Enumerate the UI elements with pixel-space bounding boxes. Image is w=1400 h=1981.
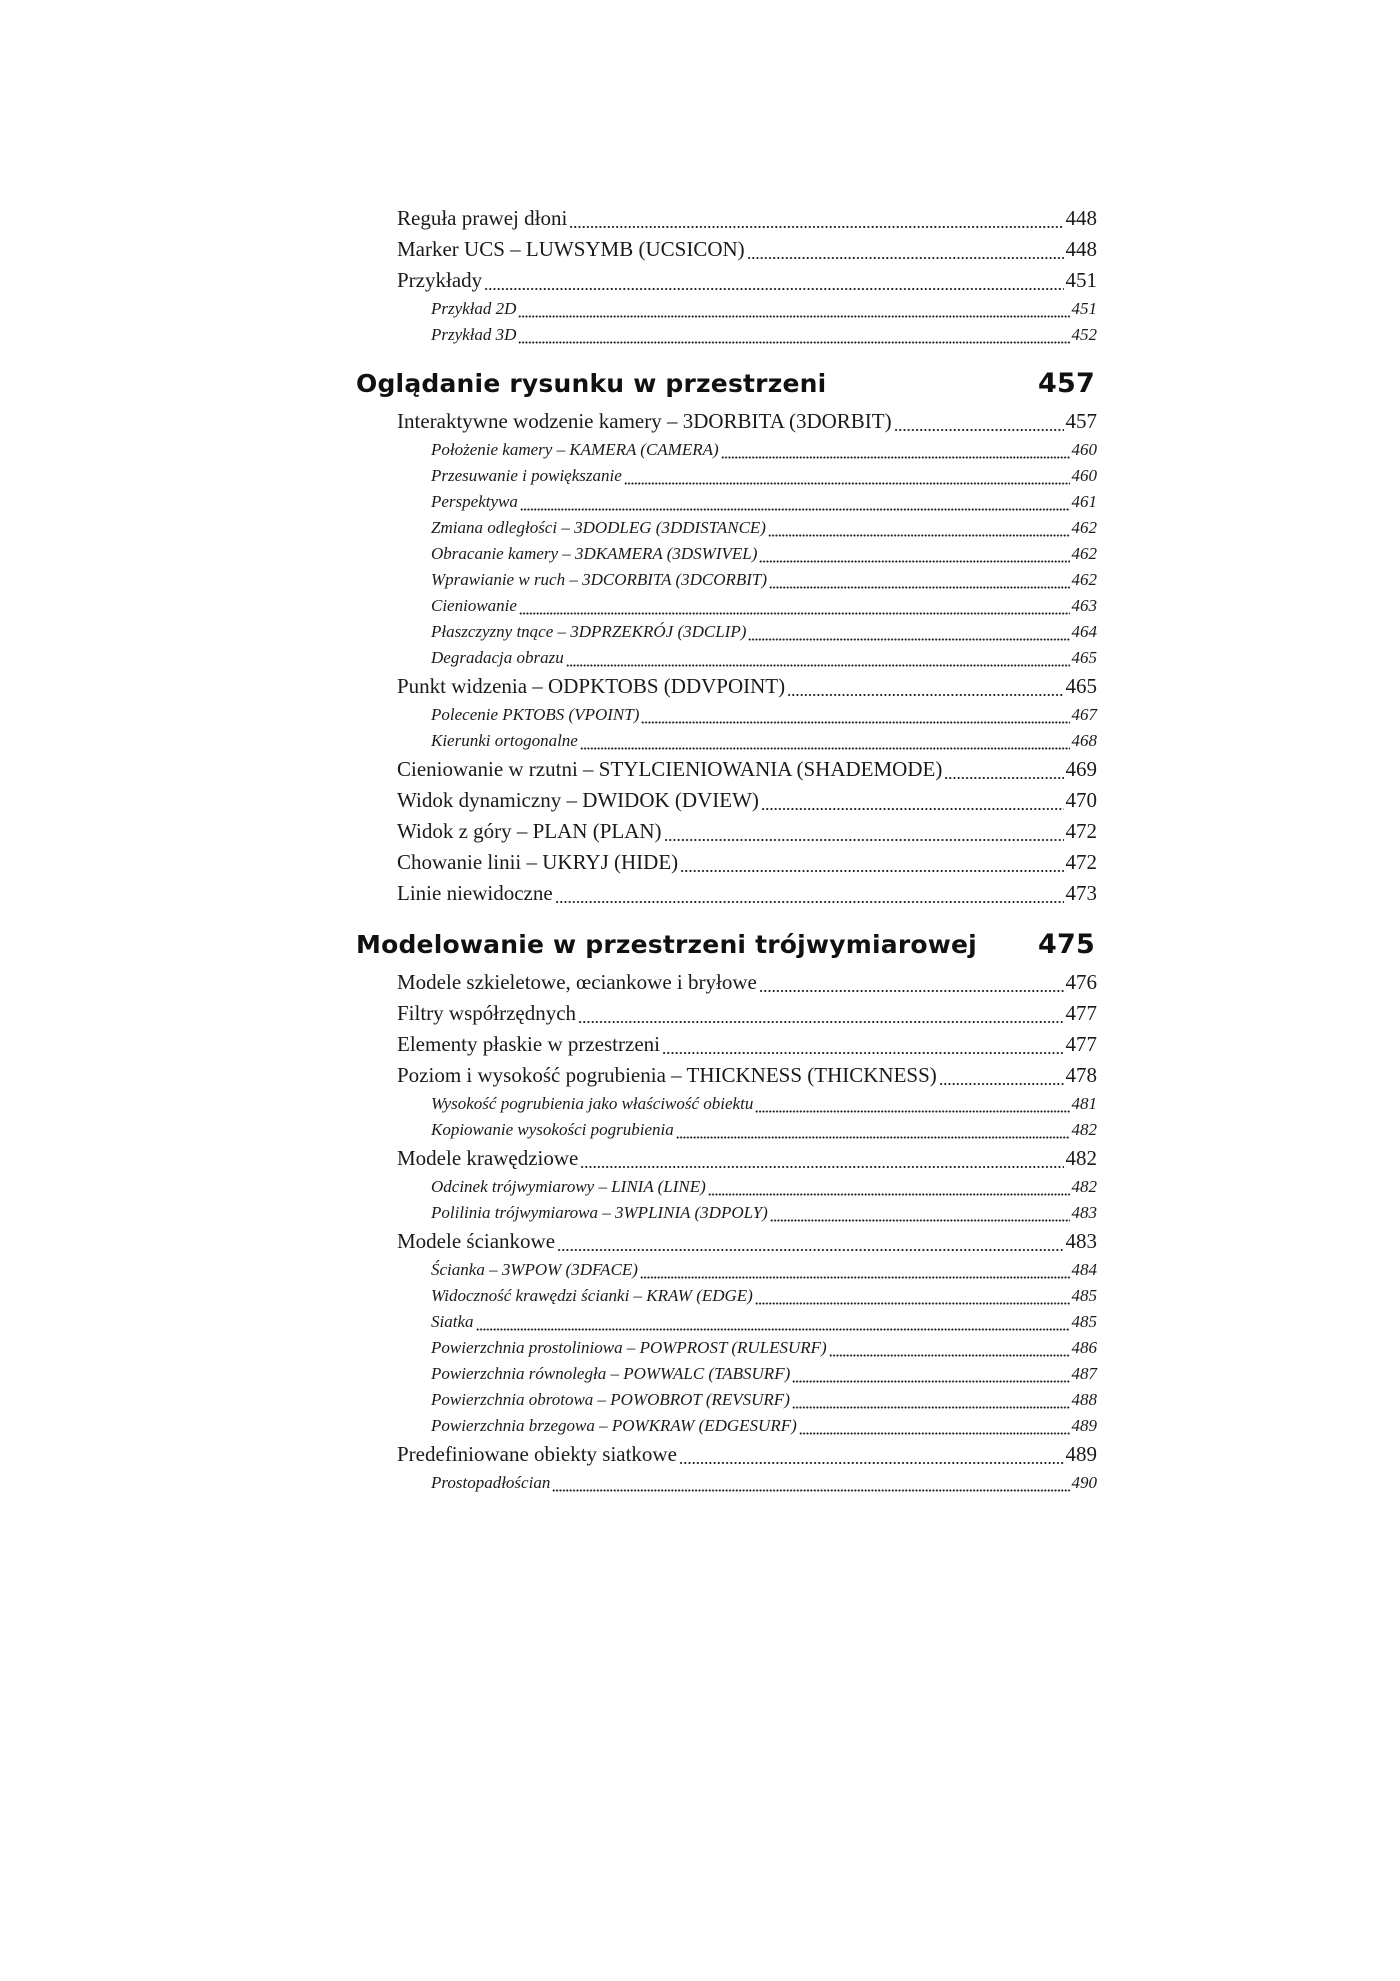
entry-title: Powierzchnia równoległa – POWWALC (TABSURF) [431,1364,791,1383]
entry-title: Poziom i wysokość pogrubienia – THICKNESS (THICKNESS) [397,1063,937,1087]
entry-title: Przykłady [397,268,483,292]
chapter-title: Oglądanie rysunku w przestrzeni [356,369,827,398]
entry-title: Powierzchnia prostoliniowa – POWPROST (RULESURF) [431,1338,827,1357]
toc-subentry [431,463,1097,489]
dot-leader [578,1008,1063,1029]
entry-title: Wprawianie w ruch – 3DCORBITA (3DCORBIT) [431,570,768,589]
entry-page-number: 464 [1071,622,1097,641]
entry-title: Filtry współrzędnych [397,1001,577,1025]
toc-entry [397,816,1097,847]
toc-subentry [431,1387,1097,1413]
entry-page-number: 488 [1071,1390,1097,1409]
dot-leader [759,977,1064,998]
toc-subentry [431,702,1097,728]
toc-subentry [431,1361,1097,1387]
entry-page-number: 482 [1065,1146,1097,1170]
entry-page-number: 460 [1071,466,1097,485]
entry-page-number: 489 [1065,1442,1097,1466]
entry-page-number: 490 [1071,1473,1097,1492]
toc-subentry [431,1283,1097,1309]
entry-page-number: 483 [1071,1203,1097,1222]
entry-page-number: 483 [1065,1229,1097,1253]
entry-title: Prostopadłościan [431,1473,551,1492]
entry-title: Obracanie kamery – 3DKAMERA (3DSWIVEL) [431,544,758,563]
chapter-heading [356,928,1097,962]
toc-entry [397,1143,1097,1174]
entry-page-number: 485 [1071,1286,1097,1305]
entry-page-number: 460 [1071,440,1097,459]
toc-subentry [431,322,1097,348]
entry-title: Siatka [431,1312,474,1331]
entry-page-number: 482 [1071,1177,1097,1196]
dot-leader [662,1039,1064,1060]
dot-leader [721,446,1070,463]
entry-page-number: 451 [1071,299,1097,318]
dot-leader [768,524,1070,541]
dot-leader [769,576,1069,593]
dot-leader [518,305,1069,322]
chapter-heading [356,367,1097,401]
dot-leader [679,1449,1064,1470]
dot-leader [759,550,1069,567]
entry-page-number: 463 [1071,596,1097,615]
entry-page-number: 472 [1065,819,1097,843]
dot-leader [664,826,1064,847]
entry-title: Polilinia trójwymiarowa – 3WPLINIA (3DPOLY) [431,1203,768,1222]
toc-entry [397,1029,1097,1060]
dot-leader [552,1479,1069,1496]
toc-entry [397,671,1097,702]
toc-subentry [431,1174,1097,1200]
entry-page-number: 457 [1065,409,1097,433]
dot-leader [557,1236,1063,1257]
toc-entry [397,406,1097,437]
dot-leader [520,498,1070,515]
toc-subentry [431,541,1097,567]
toc-subentry [431,437,1097,463]
entry-page-number: 468 [1071,731,1097,750]
dot-leader [939,1070,1064,1091]
entry-page-number: 470 [1065,788,1097,812]
entry-page-number: 481 [1071,1094,1097,1113]
toc-subentry [431,593,1097,619]
entry-page-number: 473 [1065,881,1097,905]
dot-leader [518,331,1069,348]
dot-leader [787,681,1063,702]
dot-leader [944,764,1063,785]
toc-entry [397,754,1097,785]
entry-title: Położenie kamery – KAMERA (CAMERA) [431,440,719,459]
entry-page-number: 465 [1071,648,1097,667]
entry-title: Modele szkieletowe, œciankowe i bryłowe [397,970,757,994]
entry-title: Wysokość pogrubienia jako właściwość obiektu [431,1094,754,1113]
entry-page-number: 486 [1071,1338,1097,1357]
table-of-contents [356,203,1097,1496]
chapter-page-number: 457 [1038,368,1095,399]
entry-title: Perspektywa [431,492,518,511]
entry-page-number: 467 [1071,705,1097,724]
toc-subentry [431,567,1097,593]
dot-leader [755,1292,1070,1309]
entry-title: Ścianka – 3WPOW (3DFACE) [431,1260,638,1279]
dot-leader [829,1344,1070,1361]
entry-page-number: 484 [1071,1260,1097,1279]
toc-entry [397,998,1097,1029]
toc-subentry [431,1335,1097,1361]
toc-subentry [431,1413,1097,1439]
entry-title: Chowanie linii – UKRYJ (HIDE) [397,850,679,874]
dot-leader [555,888,1064,909]
entry-title: Przykład 3D [431,325,517,344]
toc-subentry [431,515,1097,541]
dot-leader [680,857,1063,878]
entry-page-number: 476 [1065,970,1097,994]
entry-title: Przesuwanie i powiększanie [431,466,622,485]
toc-subentry [431,619,1097,645]
entry-title: Widok z góry – PLAN (PLAN) [397,819,662,843]
dot-leader [708,1183,1070,1200]
entry-title: Odcinek trójwymiarowy – LINIA (LINE) [431,1177,706,1196]
entry-page-number: 482 [1071,1120,1097,1139]
entry-page-number: 448 [1065,237,1097,261]
toc-entry [397,1439,1097,1470]
dot-leader [748,628,1069,645]
entry-title: Predefiniowane obiekty siatkowe [397,1442,677,1466]
entry-page-number: 489 [1071,1416,1097,1435]
entry-page-number: 485 [1071,1312,1097,1331]
dot-leader [894,416,1064,437]
dot-leader [676,1126,1070,1143]
entry-page-number: 477 [1065,1032,1097,1056]
toc-entry [397,1060,1097,1091]
entry-title: Kopiowanie wysokości pogrubienia [431,1120,674,1139]
entry-page-number: 462 [1071,544,1097,563]
entry-page-number: 477 [1065,1001,1097,1025]
entry-title: Degradacja obrazu [431,648,564,667]
chapter-page-number: 475 [1038,929,1095,960]
entry-title: Modele ściankowe [397,1229,556,1253]
entry-title: Reguła prawej dłoni [397,206,568,230]
entry-page-number: 462 [1071,518,1097,537]
toc-subentry [431,1470,1097,1496]
entry-page-number: 452 [1071,325,1097,344]
entry-page-number: 469 [1065,757,1097,781]
entry-title: Polecenie PKTOBS (VPOINT) [431,705,640,724]
dot-leader [484,275,1063,296]
dot-leader [519,602,1070,619]
entry-title: Elementy płaskie w przestrzeni [397,1032,660,1056]
dot-leader [476,1318,1070,1335]
toc-entry [397,1226,1097,1257]
entry-page-number: 448 [1065,206,1097,230]
dot-leader [580,737,1070,754]
entry-title: Powierzchnia brzegowa – POWKRAW (EDGESURF) [431,1416,797,1435]
toc-entry [397,234,1097,265]
dot-leader [569,213,1063,234]
entry-page-number: 451 [1065,268,1097,292]
entry-page-number: 478 [1065,1063,1097,1087]
entry-title: Przykład 2D [431,299,517,318]
entry-title: Widok dynamiczny – DWIDOK (DVIEW) [397,788,759,812]
entry-title: Punkt widzenia – ODPKTOBS (DDVPOINT) [397,674,786,698]
toc-subentry [431,1117,1097,1143]
entry-page-number: 472 [1065,850,1097,874]
toc-entry [397,878,1097,909]
entry-title: Płaszczyzny tnące – 3DPRZEKRÓJ (3DCLIP) [431,622,747,641]
toc-subentry [431,489,1097,515]
entry-title: Powierzchnia obrotowa – POWOBROT (REVSURF) [431,1390,790,1409]
chapter-title: Modelowanie w przestrzeni trójwymiarowej [356,930,977,959]
dot-leader [640,1266,1070,1283]
toc-subentry [431,728,1097,754]
entry-title: Kierunki ortogonalne [431,731,578,750]
toc-entry [397,203,1097,234]
entry-page-number: 462 [1071,570,1097,589]
toc-entry [397,967,1097,998]
entry-title: Cieniowanie w rzutni – STYLCIENIOWANIA (SHADEMODE) [397,757,943,781]
dot-leader [755,1100,1069,1117]
toc-entry [397,847,1097,878]
dot-leader [799,1422,1070,1439]
entry-title: Interaktywne wodzenie kamery – 3DORBITA (3DORBIT) [397,409,892,433]
toc-subentry [431,1091,1097,1117]
dot-leader [624,472,1070,489]
entry-title: Linie niewidoczne [397,881,553,905]
entry-page-number: 465 [1065,674,1097,698]
entry-page-number: 487 [1071,1364,1097,1383]
toc-subentry [431,296,1097,322]
toc-entry [397,785,1097,816]
dot-leader [770,1209,1070,1226]
dot-leader [641,711,1069,728]
toc-subentry [431,1257,1097,1283]
toc-entry [397,265,1097,296]
entry-title: Modele krawędziowe [397,1146,579,1170]
entry-title: Widoczność krawędzi ścianki – KRAW (EDGE) [431,1286,753,1305]
dot-leader [792,1370,1069,1387]
dot-leader [792,1396,1070,1413]
entry-title: Cieniowanie [431,596,517,615]
toc-subentry [431,645,1097,671]
toc-subentry [431,1309,1097,1335]
entry-page-number: 461 [1071,492,1097,511]
dot-leader [566,654,1070,671]
entry-title: Zmiana odległości – 3DODLEG (3DDISTANCE) [431,518,766,537]
dot-leader [761,795,1064,816]
dot-leader [580,1153,1063,1174]
toc-subentry [431,1200,1097,1226]
dot-leader [747,244,1064,265]
entry-title: Marker UCS – LUWSYMB (UCSICON) [397,237,745,261]
